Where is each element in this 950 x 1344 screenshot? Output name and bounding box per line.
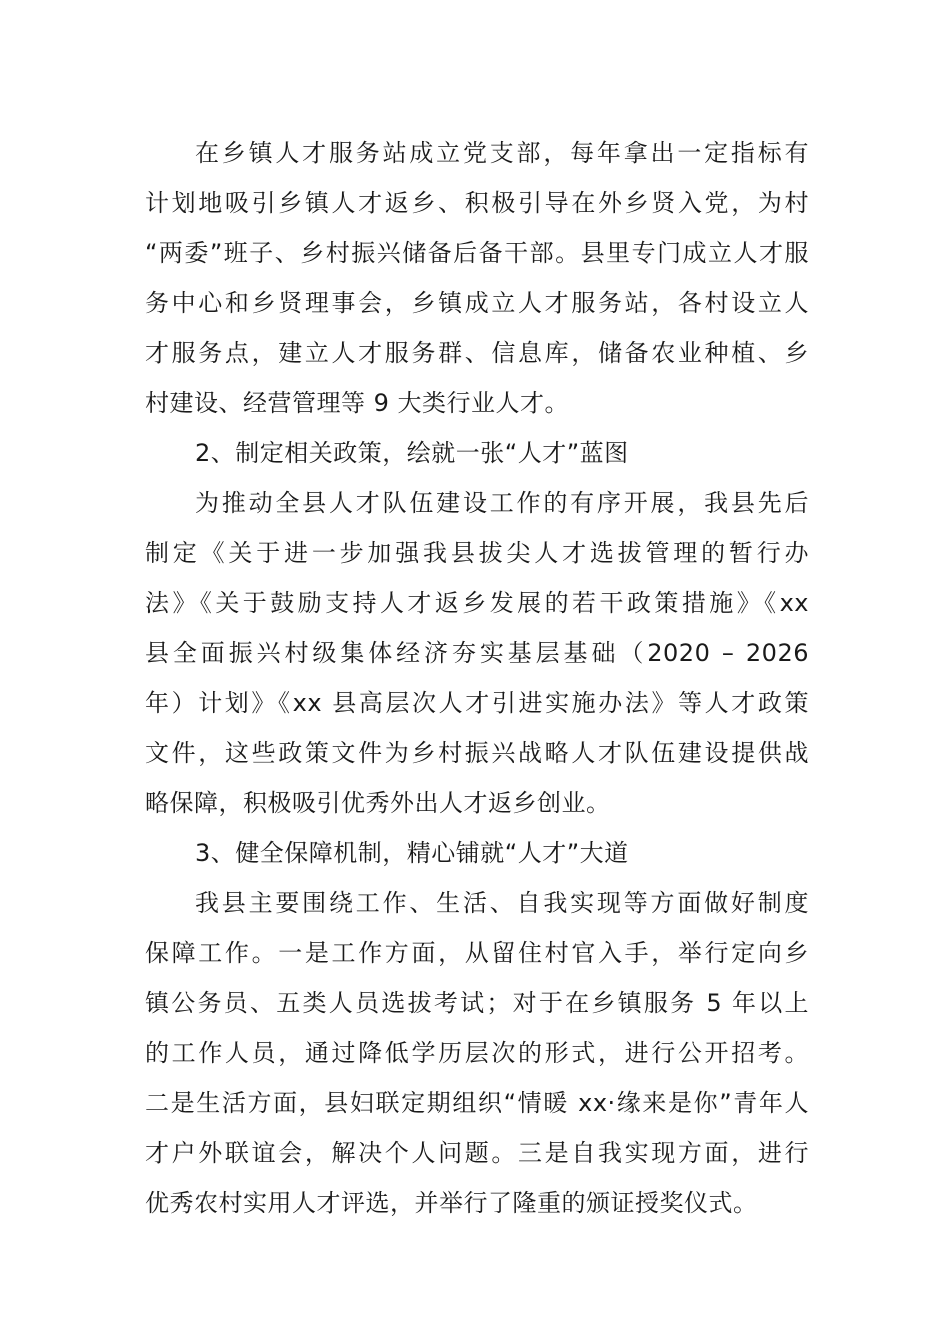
paragraph-line: 年）计划》《xx 县高层次人才引进实施办法》等人才政策 [145,689,809,717]
paragraph-line: 法》《关于鼓励支持人才返乡发展的若干政策措施》《xx [145,589,809,617]
paragraph-line: 才服务点，建立人才服务群、信息库，储备农业种植、乡 [145,339,809,367]
paragraph-line: 计划地吸引乡镇人才返乡、积极引导在外乡贤入党，为村 [145,189,809,217]
document-body [145,128,809,1228]
section-heading: 3、健全保障机制，精心铺就“人才”大道 [195,839,629,867]
paragraph-line: “两委”班子、乡村振兴储备后备干部。县里专门成立人才服 [145,239,809,267]
paragraph-line: 略保障，积极吸引优秀外出人才返乡创业。 [145,789,611,817]
paragraph-line: 村建设、经营管理等 9 大类行业人才。 [145,389,570,417]
paragraph-line: 二是生活方面，县妇联定期组织“情暖 xx·缘来是你”青年人 [145,1089,809,1117]
paragraph-line: 制定《关于进一步加强我县拔尖人才选拔管理的暂行办 [145,539,809,567]
paragraph-line: 在乡镇人才服务站成立党支部，每年拿出一定指标有 [195,139,809,167]
section-heading: 2、制定相关政策，绘就一张“人才”蓝图 [195,439,629,467]
paragraph-line: 优秀农村实用人才评选，并举行了隆重的颁证授奖仪式。 [145,1189,758,1217]
paragraph-line: 的工作人员，通过降低学历层次的形式，进行公开招考。 [145,1039,809,1067]
paragraph-line: 县全面振兴村级集体经济夯实基层基础（2020 – 2026 [145,639,809,667]
paragraph-line: 镇公务员、五类人员选拔考试；对于在乡镇服务 5 年以上 [145,989,809,1017]
paragraph-line: 才户外联谊会，解决个人问题。三是自我实现方面，进行 [145,1139,809,1167]
paragraph-line: 文件，这些政策文件为乡村振兴战略人才队伍建设提供战 [145,739,809,767]
paragraph-line: 我县主要围绕工作、生活、自我实现等方面做好制度 [195,889,809,917]
paragraph-line: 务中心和乡贤理事会，乡镇成立人才服务站，各村设立人 [145,289,809,317]
paragraph-line: 保障工作。一是工作方面，从留住村官入手，举行定向乡 [145,939,809,967]
paragraph-line: 为推动全县人才队伍建设工作的有序开展，我县先后 [195,489,809,517]
